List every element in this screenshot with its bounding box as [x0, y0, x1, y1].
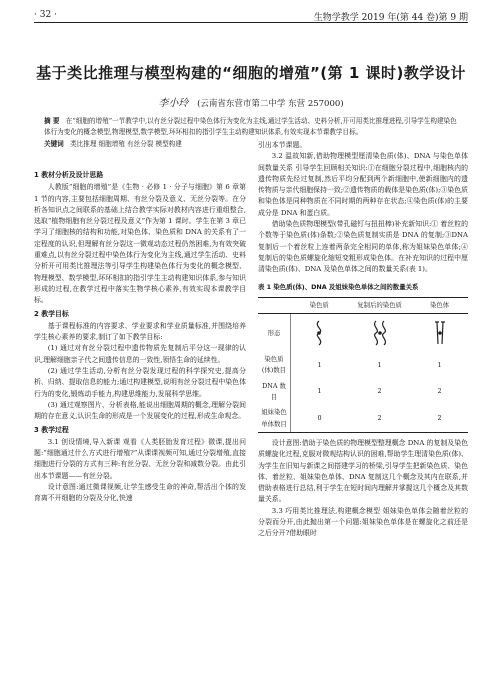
- table-cell: 2: [377, 387, 382, 396]
- table-caption: 表 1 染色质(体)、DNA 及姐妹染色单体之间的数量关系: [258, 282, 419, 291]
- right-column-bottom: [258, 438, 468, 540]
- paragraph: (1) 通过对有丝分裂过程中遗传物质先复制后平分这一现律的认识,理解细胞亲子代之间遗传信息的一致性,领悟生命的延续性。: [34, 344, 246, 364]
- left-column: [34, 168, 246, 505]
- chromatin-shape-icon: [299, 318, 339, 348]
- author-name: 李小玲: [158, 98, 189, 109]
- paragraph: 基于课程标准的内容要求、学业要求和学业质量标准,并围绕培养学生核心素养的要求,制订了如下教学目标:: [34, 321, 246, 342]
- shape-cell: [411, 314, 468, 353]
- paragraph: (2) 通过学生活动,分析有丝分裂发现过程的科学探究史,提高分析、归纳、提取信息的能力;通过构建模型,说明有丝分裂过程中染色体行为的变化,锻炼动手能力,构建思维能力,发展科学思维。: [34, 367, 246, 398]
- table-cell: 1: [377, 360, 382, 369]
- keywords-text: 类比推理 细胞增殖 有丝分裂 模型构建: [70, 140, 182, 148]
- table-row: [258, 405, 468, 432]
- table-row-header: DNA 数目: [258, 379, 291, 406]
- right-column: [258, 140, 468, 540]
- page-number: · 32 ·: [34, 10, 57, 20]
- table-body: [258, 314, 468, 433]
- paragraph: 人教版“细胞的增殖”是《生物 · 必修 1 · 分子与细胞》第 6 章第 1 节的内容,主要包括细胞周期、有丝分裂及意义、无丝分裂等。在分析各知识点之间联系的基础上结合教学实际对教材内容进行重组整合,选取“植物细胞有丝分裂过程及意义”作为第 1 课时。学生在第 3 章已学习了细胞核的结构和功能,对染色体、染色质和 DNA 的关系有了一定程度的认识,但理解有丝分裂这一微观动态过程仍然困难,为有效突破重难点,以有丝分裂过程中染色体行为变化为主线,通过学生活动、史料分析开可用类比推理法等引导学生构建染色体行为变化的概念模型、物理模型、数学模型,环环相扣的指引学生主动构建知识体系,参与知识形成的过程,在教学过程中落实生物学核心素养,有效实现本课教学目标。: [34, 183, 246, 305]
- header-rule: [34, 22, 468, 23]
- table-cell: 1: [317, 387, 322, 396]
- paragraph: 借助染色质物理模型(带孔磁钉与扭扭棒)补充新知识:① 着丝粒的个数等于染色质(体)条数;②染色质复制实质是 DNA 的复制;③DNA 复制后一个着丝粒上连着两条完全相同的单体,称为姐妹染色单体;④复制后的染色质螺旋化缩短变粗形成染色体。在补充知识的过程中厘清染色质(体)、DNA 及染色单体之间的数量关系(表 1)。: [258, 220, 468, 274]
- paragraph: 设计意图:借助于染色质的物理模型整理概念 DNA 的复制及染色质螺旋化过程,克服对微观结构认识的困难,帮助学生理清染色质(体)、为学生在旧知与新课之间搭建学习的桥梁,引导学生把新染色质、染色体、着丝粒、姐妹染色单体、DNA 复制这几个概念及其内在联系,并借助表格进行总结,利于学生在短时间内理解并掌握这几个概念及其数量关系。: [258, 438, 468, 504]
- table-cell: 1: [317, 360, 322, 369]
- table-row: [258, 314, 468, 353]
- table-row-header: 姐妹染色单体数目: [258, 405, 291, 432]
- abstract-body: [44, 116, 458, 137]
- table-cell: 0: [291, 405, 348, 432]
- shape-cell: [291, 314, 348, 353]
- table-cell: 1: [437, 360, 442, 369]
- paragraph: 设计意图:通过微课视频,让学生感受生命的神奇,帮活出个体的发育离不开细胞的分裂及分化,快速: [34, 483, 246, 503]
- table-header-row: [258, 297, 468, 313]
- chromosome-shape-icon: [420, 318, 460, 348]
- table-col-header: [258, 297, 291, 313]
- journal-info: 生物学教学 2019 年(第 44 卷)第 9 期: [313, 13, 468, 23]
- paragraph: 3.2 温故知新,借助物理模型厘清染色质(体)、DNA 与染色单体间数量关系 引导学生回顾相关知识:①在细胞分裂过程中,细胞核内的遗传物质先经过复制,然后平均分配到两个新细胞中,使新细胞内的遗传物质与亲代细胞保持一致;②遗传物质的载体是染色质(体);③染色质和染色体是同种物质在不同时期的两种存在状态;④染色质(体)的主要成分是 DNA 和蛋白质。: [258, 152, 468, 217]
- right-column-top: [258, 140, 468, 276]
- table-cell: 2: [437, 387, 442, 396]
- keywords-label: 关键词: [44, 140, 64, 148]
- section-heading: 2 教学目标: [34, 309, 69, 318]
- abstract-label: 摘 要: [44, 117, 60, 125]
- table-col-header: 染色质: [291, 297, 348, 313]
- section-heading: 1 教材分析及设计思路: [34, 171, 104, 179]
- paragraph: 3.3 巧用类比推理法,构建概念模型 姐妹染色单体会随着丝粒的分裂而分开,由此抛出第一个问题:姐妹染色单体是在螺旋化之前还是之后分开?借助眼时: [258, 506, 468, 538]
- quantity-table: [258, 297, 468, 433]
- table-row: [258, 379, 468, 406]
- author-affiliation: (云南省东营市第二中学 东营 257000): [197, 99, 344, 109]
- section-heading: 3 教学过程: [34, 425, 69, 434]
- table-cell: 2: [348, 405, 411, 432]
- table-row-header: 染色质(体)数目: [258, 352, 291, 379]
- replicated-shape-icon: [360, 318, 400, 348]
- abstract-text: 在“细胞的增殖”一节教学中,以有丝分裂过程中染色体行为变化为主线,通过学生活动、史料分析,开可用类比推理进程,引导学生构建染色体行为变化的概念模型,物理模型,数学模型,环环相扣的指引学生主动构建知识体系,有效实现本节课教学目标。: [44, 117, 457, 136]
- table-row-header: 形态: [258, 314, 291, 353]
- author-line: [0, 94, 502, 109]
- table-col-header: 复制后的染色质: [348, 297, 411, 313]
- table-row: [258, 352, 468, 379]
- table-col-header: 染色体: [411, 297, 468, 313]
- shape-cell: [348, 314, 411, 353]
- paragraph: (3) 通过观察图片、分析表格,能说出细胞周期的概念,理解分裂间期的存在意义,认识生命的形成是一个发展变化的过程,形成生命观念。: [34, 400, 246, 421]
- paragraph: 3.1 创设情境,导入新课 观看《人类胚胎发育过程》微课,提出问题:“细胞通过什么方式进行增殖?”从课课视频可知,通过分裂增殖,直接细胞进行分裂的方式有三种:有丝分裂、无丝分裂和减数分裂。由此引出本节课题——有丝分裂。: [34, 437, 246, 480]
- table-cell: 2: [411, 405, 468, 432]
- article-title: 基于类比推理与模型构建的“细胞的增殖”(第 1 课时)教学设计: [36, 64, 466, 82]
- paragraph: 引出本节课题。: [258, 141, 307, 149]
